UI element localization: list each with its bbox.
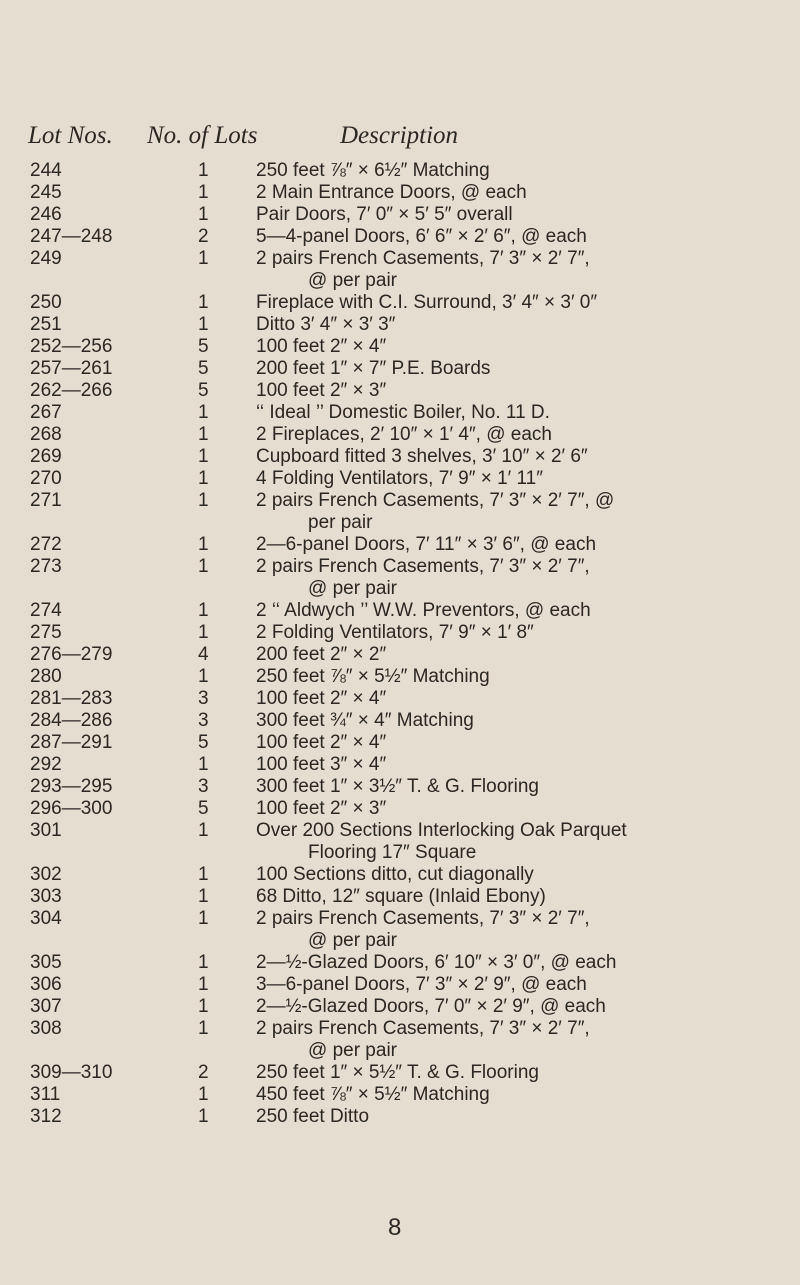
lot-number: 296—300 xyxy=(30,798,113,819)
lot-number: 306 xyxy=(30,974,62,995)
lot-row xyxy=(0,402,800,424)
lot-description-text: 100 feet 3″ × 4″ xyxy=(256,754,387,775)
lot-description-text: 250 feet 1″ × 5½″ T. & G. Flooring xyxy=(256,1062,539,1083)
lot-description xyxy=(256,1018,786,1062)
lot-row xyxy=(0,952,800,974)
lot-count: 1 xyxy=(198,622,209,643)
lot-count: 1 xyxy=(198,204,209,225)
lot-number: 267 xyxy=(30,402,62,423)
lot-description-text: Over 200 Sections Interlocking Oak Parquet xyxy=(256,820,627,841)
lot-description-text: 100 feet 2″ × 4″ xyxy=(256,688,387,709)
lot-row xyxy=(0,380,800,402)
lot-row xyxy=(0,710,800,732)
lot-count: 1 xyxy=(198,468,209,489)
lot-count: 3 xyxy=(198,688,209,709)
lot-count: 2 xyxy=(198,1062,209,1083)
lot-count: 1 xyxy=(198,314,209,335)
lot-row xyxy=(0,182,800,204)
lot-description-text: 4 Folding Ventilators, 7′ 9″ × 1′ 11″ xyxy=(256,468,543,489)
lot-row xyxy=(0,798,800,820)
lot-description-text: 2—6-panel Doors, 7′ 11″ × 3′ 6″, @ each xyxy=(256,534,597,555)
lot-row xyxy=(0,314,800,336)
lot-description-continuation: Flooring 17″ Square xyxy=(308,842,477,863)
lot-row xyxy=(0,644,800,666)
lot-count: 1 xyxy=(198,864,209,885)
lot-description-text: 100 feet 2″ × 4″ xyxy=(256,732,387,753)
lot-count: 3 xyxy=(198,776,209,797)
lot-row xyxy=(0,776,800,798)
lot-number: 269 xyxy=(30,446,62,467)
lot-description xyxy=(256,468,786,490)
lot-row xyxy=(0,358,800,380)
column-headers xyxy=(0,122,800,154)
lot-description xyxy=(256,556,786,600)
lot-description-text: Cupboard fitted 3 shelves, 3′ 10″ × 2′ 6″ xyxy=(256,446,588,467)
lot-description-continuation: per pair xyxy=(308,512,373,533)
lot-number: 257—261 xyxy=(30,358,113,379)
lot-number: 305 xyxy=(30,952,62,973)
lot-count: 5 xyxy=(198,336,209,357)
lot-number: 287—291 xyxy=(30,732,113,753)
lot-description xyxy=(256,182,786,204)
lot-description xyxy=(256,402,786,424)
lot-count: 1 xyxy=(198,160,209,181)
lot-number: 292 xyxy=(30,754,62,775)
lot-description xyxy=(256,644,786,666)
lot-description-text: 100 feet 2″ × 3″ xyxy=(256,380,387,401)
lot-description xyxy=(256,314,786,336)
lot-number: 308 xyxy=(30,1018,62,1039)
lot-number: 247—248 xyxy=(30,226,113,247)
lot-number: 272 xyxy=(30,534,62,555)
lot-description xyxy=(256,776,786,798)
lot-row xyxy=(0,336,800,358)
lot-number: 274 xyxy=(30,600,62,621)
lot-number: 275 xyxy=(30,622,62,643)
lot-count: 5 xyxy=(198,358,209,379)
lot-row xyxy=(0,622,800,644)
lot-number: 251 xyxy=(30,314,62,335)
lot-description xyxy=(256,688,786,710)
lot-description xyxy=(256,1062,786,1084)
lot-description-text: Ditto 3′ 4″ × 3′ 3″ xyxy=(256,314,396,335)
lot-number: 303 xyxy=(30,886,62,907)
lot-description-text: 2 pairs French Casements, 7′ 3″ × 2′ 7″, xyxy=(256,1018,590,1039)
lot-row xyxy=(0,688,800,710)
lot-row xyxy=(0,732,800,754)
lot-number: 276—279 xyxy=(30,644,113,665)
lot-number: 245 xyxy=(30,182,62,203)
lot-description-text: 100 feet 2″ × 3″ xyxy=(256,798,387,819)
lot-row xyxy=(0,864,800,886)
lot-description-text: ‘‘ Ideal ’’ Domestic Boiler, No. 11 D. xyxy=(256,402,550,423)
lot-description-text: 300 feet 1″ × 3½″ T. & G. Flooring xyxy=(256,776,539,797)
lot-row xyxy=(0,248,800,292)
lot-description xyxy=(256,358,786,380)
lot-row xyxy=(0,534,800,556)
lot-description xyxy=(256,204,786,226)
lot-description-text: 2 pairs French Casements, 7′ 3″ × 2′ 7″, xyxy=(256,908,590,929)
lot-count: 1 xyxy=(198,534,209,555)
lot-count: 1 xyxy=(198,182,209,203)
lot-count: 1 xyxy=(198,248,209,269)
lot-number: 252—256 xyxy=(30,336,113,357)
lot-number: 249 xyxy=(30,248,62,269)
lot-description xyxy=(256,622,786,644)
lot-count: 1 xyxy=(198,886,209,907)
lot-number: 281—283 xyxy=(30,688,113,709)
lot-count: 1 xyxy=(198,1018,209,1039)
lot-row xyxy=(0,1062,800,1084)
lot-description-text: 5—4-panel Doors, 6′ 6″ × 2′ 6″, @ each xyxy=(256,226,587,247)
lot-description xyxy=(256,1084,786,1106)
lot-number: 271 xyxy=(30,490,62,511)
lot-description-continuation: @ per pair xyxy=(308,930,397,951)
lot-number: 250 xyxy=(30,292,62,313)
lot-row xyxy=(0,556,800,600)
lot-number: 270 xyxy=(30,468,62,489)
lot-count: 1 xyxy=(198,292,209,313)
lot-count: 1 xyxy=(198,600,209,621)
lot-row xyxy=(0,908,800,952)
lot-row xyxy=(0,292,800,314)
lot-description-continuation: @ per pair xyxy=(308,578,397,599)
lot-description xyxy=(256,490,786,534)
lot-count: 4 xyxy=(198,644,209,665)
lot-row xyxy=(0,490,800,534)
lot-number: 309—310 xyxy=(30,1062,113,1083)
lot-count: 1 xyxy=(198,1084,209,1105)
lot-count: 1 xyxy=(198,974,209,995)
header-no-of-lots: No. of Lots xyxy=(147,122,258,149)
lot-description xyxy=(256,666,786,688)
lot-count: 1 xyxy=(198,402,209,423)
lot-row xyxy=(0,754,800,776)
lot-count: 1 xyxy=(198,1106,209,1127)
lot-row xyxy=(0,468,800,490)
lot-count: 3 xyxy=(198,710,209,731)
lot-row xyxy=(0,226,800,248)
lot-description xyxy=(256,798,786,820)
lot-row xyxy=(0,996,800,1018)
lot-number: 244 xyxy=(30,160,62,181)
lot-description-text: 2 Fireplaces, 2′ 10″ × 1′ 4″, @ each xyxy=(256,424,552,445)
lot-description xyxy=(256,336,786,358)
lot-description-text: 68 Ditto, 12″ square (Inlaid Ebony) xyxy=(256,886,546,907)
lot-row xyxy=(0,600,800,622)
header-lot-nos: Lot Nos. xyxy=(28,122,113,149)
lot-row xyxy=(0,820,800,864)
lot-row xyxy=(0,974,800,996)
lot-number: 311 xyxy=(30,1084,61,1105)
lot-description xyxy=(256,754,786,776)
lot-count: 1 xyxy=(198,996,209,1017)
lot-description-text: 2 pairs French Casements, 7′ 3″ × 2′ 7″, @ xyxy=(256,490,615,511)
lot-description xyxy=(256,908,786,952)
lot-row xyxy=(0,886,800,908)
lot-description-text: 2—½-Glazed Doors, 6′ 10″ × 3′ 0″, @ each xyxy=(256,952,617,973)
lot-description xyxy=(256,820,786,864)
lot-description xyxy=(256,600,786,622)
lot-description xyxy=(256,864,786,886)
lot-number: 262—266 xyxy=(30,380,113,401)
lot-row xyxy=(0,1106,800,1128)
lot-description-text: 2 pairs French Casements, 7′ 3″ × 2′ 7″, xyxy=(256,556,590,577)
lot-description-continuation: @ per pair xyxy=(308,270,397,291)
lot-row xyxy=(0,1018,800,1062)
lot-description xyxy=(256,996,786,1018)
lot-description xyxy=(256,446,786,468)
lot-description-text: 2—½-Glazed Doors, 7′ 0″ × 2′ 9″, @ each xyxy=(256,996,606,1017)
lot-description-text: Pair Doors, 7′ 0″ × 5′ 5″ overall xyxy=(256,204,513,225)
lot-number: 312 xyxy=(30,1106,62,1127)
lot-description-text: 100 feet 2″ × 4″ xyxy=(256,336,387,357)
lot-description-text: Fireplace with C.I. Surround, 3′ 4″ × 3′ 0″ xyxy=(256,292,598,313)
lot-description-text: 250 feet ⅞″ × 6½″ Matching xyxy=(256,160,490,181)
lot-description xyxy=(256,974,786,996)
lot-description xyxy=(256,248,786,292)
lot-description-text: 250 feet Ditto xyxy=(256,1106,370,1127)
lot-description-text: 100 Sections ditto, cut diagonally xyxy=(256,864,534,885)
lot-description-text: 200 feet 1″ × 7″ P.E. Boards xyxy=(256,358,491,379)
lot-description-text: 200 feet 2″ × 2″ xyxy=(256,644,387,665)
lot-number: 268 xyxy=(30,424,62,445)
lot-number: 302 xyxy=(30,864,62,885)
lot-count: 1 xyxy=(198,446,209,467)
lot-description-text: 2 pairs French Casements, 7′ 3″ × 2′ 7″, xyxy=(256,248,590,269)
lot-description-text: 2 Folding Ventilators, 7′ 9″ × 1′ 8″ xyxy=(256,622,534,643)
lot-count: 1 xyxy=(198,952,209,973)
lot-count: 5 xyxy=(198,798,209,819)
lot-description-continuation: @ per pair xyxy=(308,1040,397,1061)
lot-description xyxy=(256,1106,786,1128)
lot-description xyxy=(256,424,786,446)
lot-row xyxy=(0,160,800,182)
lot-description xyxy=(256,226,786,248)
lot-number: 246 xyxy=(30,204,62,225)
lot-number: 301 xyxy=(30,820,62,841)
lot-count: 5 xyxy=(198,732,209,753)
lot-description xyxy=(256,534,786,556)
lot-description xyxy=(256,952,786,974)
lot-row xyxy=(0,1084,800,1106)
lot-list xyxy=(0,160,800,1128)
lot-count: 1 xyxy=(198,424,209,445)
lot-count: 1 xyxy=(198,490,209,511)
lot-number: 273 xyxy=(30,556,62,577)
lot-number: 307 xyxy=(30,996,62,1017)
lot-count: 1 xyxy=(198,666,209,687)
lot-number: 293—295 xyxy=(30,776,113,797)
lot-description xyxy=(256,292,786,314)
page-number: 8 xyxy=(388,1214,402,1241)
lot-description-text: 250 feet ⅞″ × 5½″ Matching xyxy=(256,666,490,687)
lot-row xyxy=(0,666,800,688)
lot-count: 2 xyxy=(198,226,209,247)
lot-description xyxy=(256,732,786,754)
lot-description-text: 2 ‘‘ Aldwych ’’ W.W. Preventors, @ each xyxy=(256,600,591,621)
lot-description-text: 3—6-panel Doors, 7′ 3″ × 2′ 9″, @ each xyxy=(256,974,587,995)
lot-row xyxy=(0,204,800,226)
lot-count: 5 xyxy=(198,380,209,401)
header-description: Description xyxy=(340,122,459,149)
lot-count: 1 xyxy=(198,908,209,929)
lot-description-text: 450 feet ⅞″ × 5½″ Matching xyxy=(256,1084,490,1105)
lot-description xyxy=(256,380,786,402)
lot-description xyxy=(256,710,786,732)
lot-row xyxy=(0,424,800,446)
lot-number: 284—286 xyxy=(30,710,113,731)
lot-count: 1 xyxy=(198,754,209,775)
lot-count: 1 xyxy=(198,820,209,841)
lot-description-text: 2 Main Entrance Doors, @ each xyxy=(256,182,527,203)
lot-count: 1 xyxy=(198,556,209,577)
lot-description xyxy=(256,886,786,908)
lot-number: 280 xyxy=(30,666,62,687)
lot-description xyxy=(256,160,786,182)
lot-description-text: 300 feet ¾″ × 4″ Matching xyxy=(256,710,474,731)
lot-number: 304 xyxy=(30,908,62,929)
lot-row xyxy=(0,446,800,468)
